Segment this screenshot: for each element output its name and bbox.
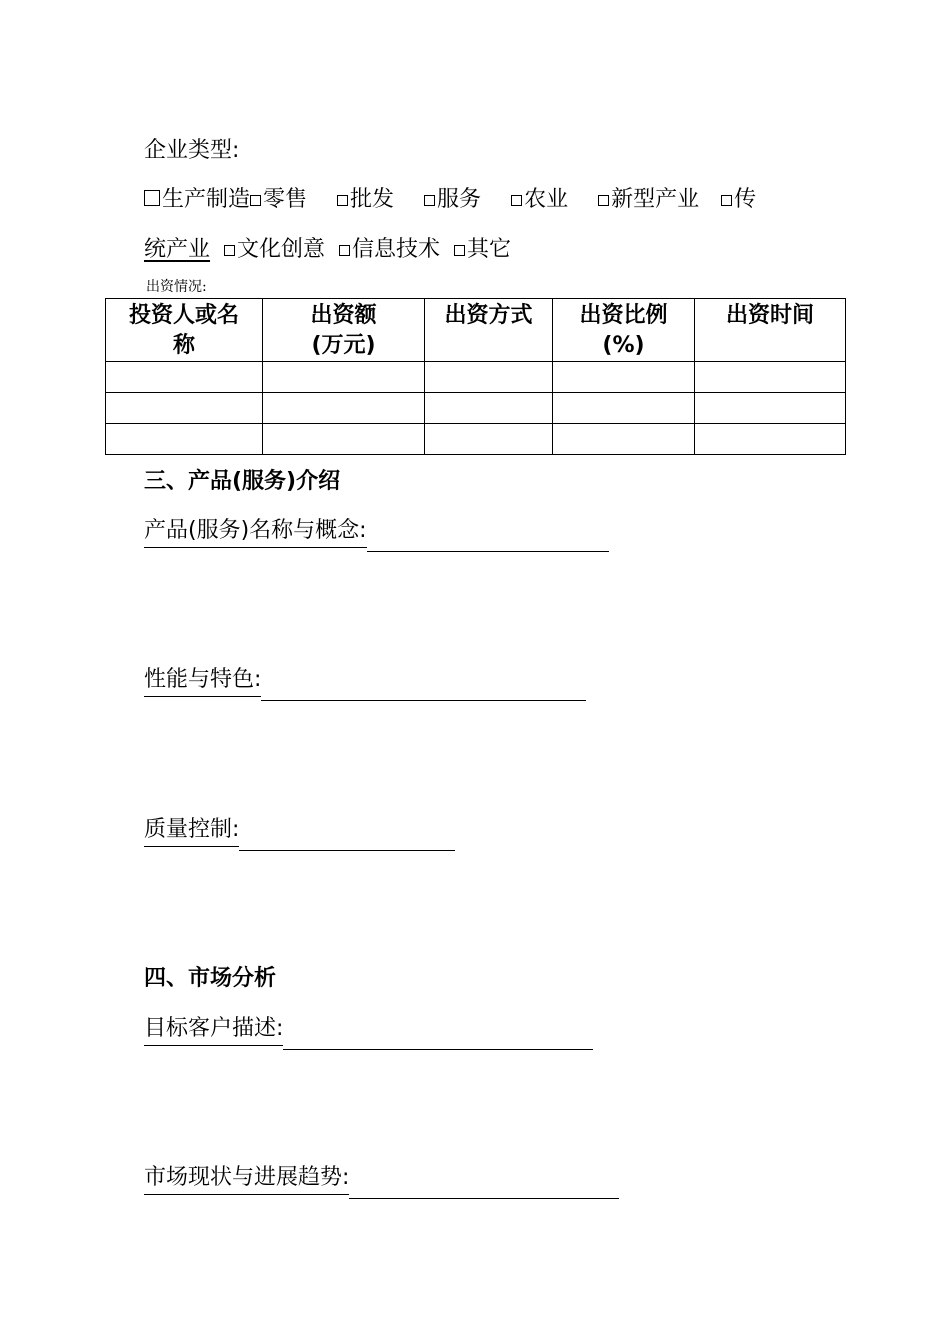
checkbox-icon[interactable] [511, 195, 522, 206]
investment-label: 出资情况: [146, 279, 207, 295]
table-cell[interactable] [553, 362, 695, 393]
table-cell[interactable] [106, 424, 263, 455]
header-amount: 出资额 (万元) [263, 299, 425, 362]
option-wholesale[interactable]: 批发 [337, 186, 394, 214]
table-cell[interactable] [695, 362, 846, 393]
header-ratio: 出资比例 (%) [553, 299, 695, 362]
field-performance [144, 667, 586, 697]
table-cell[interactable] [425, 393, 553, 424]
investment-table [105, 298, 846, 455]
option-new-industry[interactable]: 新型产业 [598, 186, 699, 214]
table-cell[interactable] [425, 424, 553, 455]
table-cell[interactable] [263, 424, 425, 455]
header-time: 出资时间 [695, 299, 846, 362]
table-cell[interactable] [695, 393, 846, 424]
table-row [106, 362, 846, 393]
table-row [106, 393, 846, 424]
table-header-row [106, 299, 846, 362]
table-cell[interactable] [263, 393, 425, 424]
section3-title: 三、产品(服务)介绍 [144, 469, 341, 494]
option-retail[interactable]: 零售 [250, 186, 307, 214]
option-traditional-industry-cont: 统产业 [144, 237, 211, 262]
field-quality-control [144, 817, 455, 847]
field-market-status-label: 市场现状与进展趋势: [144, 1165, 349, 1195]
header-investor-name: 投资人或名 称 [106, 299, 263, 362]
field-target-customer-input[interactable] [283, 1048, 593, 1050]
table-cell[interactable] [695, 424, 846, 455]
field-product-name [144, 518, 609, 548]
option-manufacturing[interactable]: 生产制造 [144, 186, 250, 214]
enterprise-type-options-line2 [144, 236, 511, 264]
option-cultural-creative[interactable]: 文化创意 [224, 236, 325, 264]
enterprise-type-options-line1 [144, 186, 756, 214]
option-other[interactable]: 其它 [454, 236, 511, 264]
enterprise-type-label: 企业类型: [144, 138, 240, 163]
checkbox-icon[interactable] [721, 195, 732, 206]
table-row [106, 424, 846, 455]
field-quality-control-input[interactable] [239, 849, 455, 851]
field-product-name-label: 产品(服务)名称与概念: [144, 518, 367, 548]
option-traditional-industry[interactable]: 传 [721, 186, 756, 214]
checkbox-icon[interactable] [598, 195, 609, 206]
table-cell[interactable] [263, 362, 425, 393]
header-method: 出资方式 [425, 299, 553, 362]
table-cell[interactable] [106, 393, 263, 424]
section4-title: 四、市场分析 [144, 966, 277, 991]
table-cell[interactable] [553, 393, 695, 424]
checkbox-icon[interactable] [339, 245, 350, 256]
field-product-name-input[interactable] [367, 550, 609, 552]
option-service[interactable]: 服务 [424, 186, 481, 214]
field-market-status-input[interactable] [349, 1197, 619, 1199]
checkbox-icon[interactable] [424, 195, 435, 206]
checkbox-icon[interactable] [454, 245, 465, 256]
table-cell[interactable] [553, 424, 695, 455]
field-performance-label: 性能与特色: [144, 667, 261, 697]
table-cell[interactable] [106, 362, 263, 393]
field-target-customer-label: 目标客户描述: [144, 1016, 283, 1046]
field-quality-control-label: 质量控制: [144, 817, 239, 847]
table-cell[interactable] [425, 362, 553, 393]
checkbox-icon[interactable] [337, 195, 348, 206]
field-performance-input[interactable] [261, 699, 586, 701]
checkbox-icon[interactable] [224, 245, 235, 256]
field-market-status [144, 1165, 619, 1195]
checkbox-icon[interactable] [250, 195, 261, 206]
option-agriculture[interactable]: 农业 [511, 186, 568, 214]
option-information-technology[interactable]: 信息技术 [339, 236, 440, 264]
field-target-customer [144, 1016, 593, 1046]
checkbox-icon[interactable] [144, 190, 160, 206]
